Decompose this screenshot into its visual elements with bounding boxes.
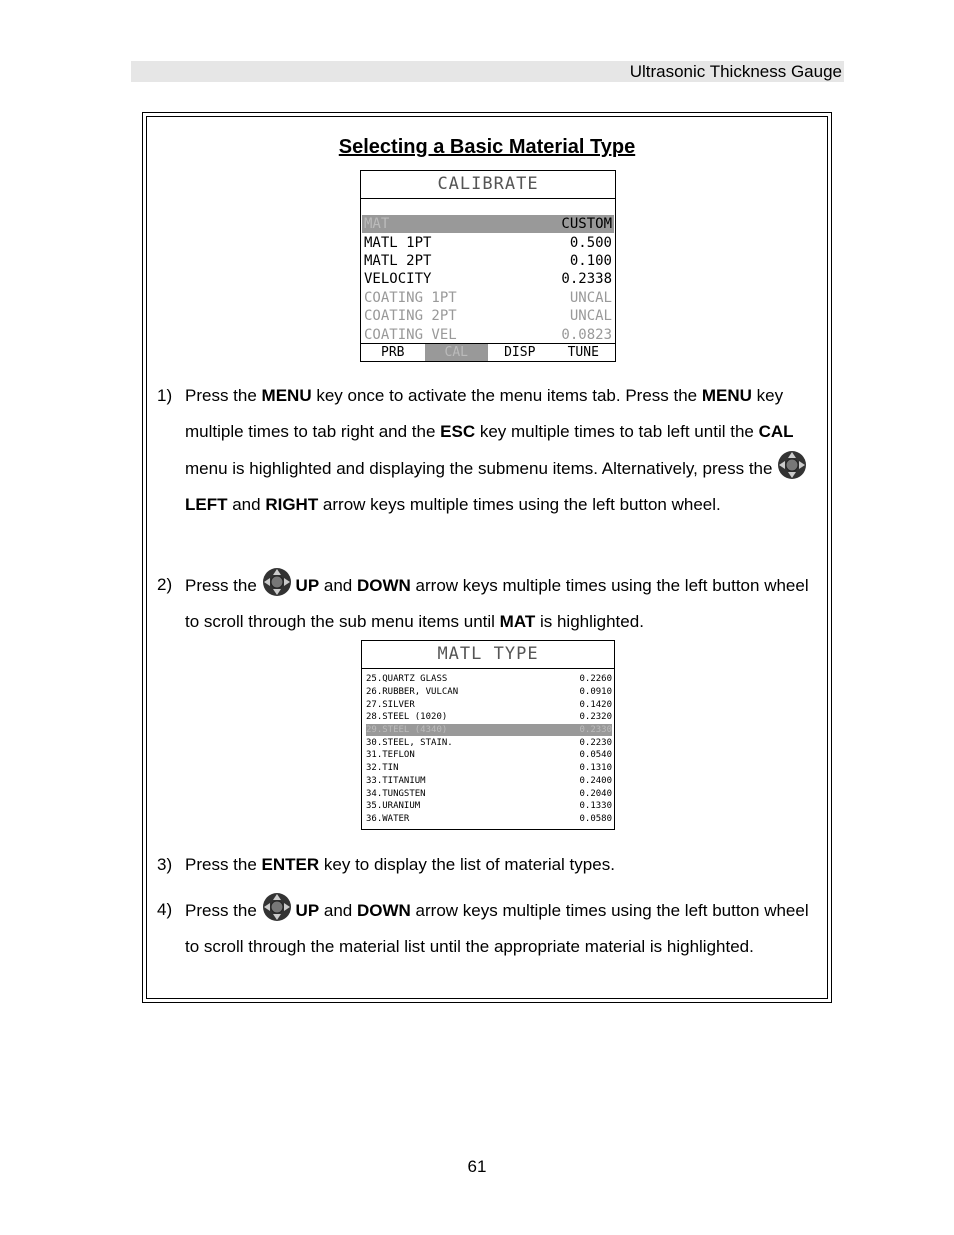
text: Press the — [185, 901, 262, 920]
cal-row-mat — [362, 215, 614, 233]
matl-name: 36.WATER — [366, 813, 410, 824]
tab-disp: DISP — [504, 345, 536, 360]
cal-row-coating-vel — [362, 325, 614, 343]
matl-name: 34.TUNGSTEN — [366, 788, 426, 799]
matl-row — [366, 787, 612, 800]
matl-name: 33.TITANIUM — [366, 775, 426, 786]
matl-name: 26.RUBBER, VULCAN — [366, 687, 459, 698]
matl-row — [366, 762, 612, 775]
cal-row-label: VELOCITY — [364, 271, 432, 288]
matl-velocity: 0.2230 — [579, 737, 612, 748]
cal-row-value: 0.500 — [569, 234, 612, 251]
text: arrow keys multiple times using the left button wheel to scroll through the sub menu items until — [185, 576, 809, 631]
key-right: RIGHT — [265, 495, 319, 514]
matl-row — [366, 736, 612, 749]
matl-type-screen — [361, 640, 615, 830]
text: key once to activate the menu items tab. Press the — [311, 386, 702, 405]
text: key to display the list of material types. — [319, 855, 615, 874]
page-number: 61 — [467, 1157, 487, 1176]
text: and — [319, 576, 357, 595]
step-3 — [157, 847, 822, 883]
matl-row — [366, 711, 612, 724]
matl-velocity: 0.2330 — [579, 725, 612, 736]
matl-row — [366, 813, 612, 826]
matl-row — [366, 775, 612, 788]
button-wheel-icon — [777, 450, 807, 480]
step-number: 2) — [157, 575, 173, 594]
matl-velocity: 0.2320 — [579, 712, 612, 723]
button-wheel-icon — [262, 567, 292, 597]
matl-name: 25.QUARTZ GLASS — [366, 674, 448, 685]
step-1 — [157, 378, 822, 558]
cal-row-label: COATING 1PT — [364, 289, 457, 306]
cal-row-value: UNCAL — [569, 289, 612, 306]
matl-row — [366, 749, 612, 762]
matl-name: 27.SILVER — [366, 699, 415, 710]
key-left: LEFT — [185, 495, 228, 514]
tab-tune: TUNE — [567, 345, 599, 360]
step-number: 4) — [157, 900, 173, 919]
matl-velocity: 0.2040 — [579, 788, 612, 799]
item-mat: MAT — [499, 612, 536, 631]
matl-velocity: 0.0580 — [579, 813, 612, 824]
cal-row-label: MAT — [364, 216, 390, 233]
cal-row-label: COATING 2PT — [364, 308, 457, 325]
matl-velocity: 0.0910 — [579, 687, 612, 698]
matl-type-title: MATL TYPE — [362, 641, 614, 669]
matl-velocity: 0.1330 — [579, 801, 612, 812]
matl-row — [366, 686, 612, 699]
matl-velocity: 0.1420 — [579, 699, 612, 710]
key-enter: ENTER — [261, 855, 320, 874]
key-down: DOWN — [356, 576, 411, 595]
step-2 — [157, 567, 822, 639]
key-up: UP — [295, 576, 320, 595]
cal-row-value: 0.2338 — [561, 271, 612, 288]
step-4 — [157, 892, 822, 1000]
matl-velocity: 0.0540 — [579, 750, 612, 761]
tab-prb: PRB — [381, 345, 405, 360]
text: Press the — [185, 855, 262, 874]
step-text — [185, 567, 822, 640]
key-up: UP — [295, 901, 320, 920]
text: is highlighted. — [535, 612, 644, 631]
tab-cal: CAL — [425, 344, 489, 361]
cal-row-matl-1pt — [362, 233, 614, 251]
step-number: 1) — [157, 386, 173, 405]
text: arrow keys multiple times using the left button wheel to scroll through the material list until the appropriate material is highlighted. — [185, 901, 809, 956]
text: arrow keys multiple times using the left button wheel. — [318, 495, 721, 514]
matl-type-list — [366, 673, 612, 825]
text: and — [319, 901, 357, 920]
step-text — [185, 847, 822, 883]
calibrate-rows — [362, 215, 614, 344]
cal-row-coating-1pt — [362, 289, 614, 307]
matl-velocity: 0.2400 — [579, 775, 612, 786]
cal-row-value: CUSTOM — [561, 216, 612, 233]
matl-name: 35.URANIUM — [366, 801, 421, 812]
cal-row-velocity — [362, 270, 614, 288]
calibrate-screen — [360, 170, 616, 362]
key-down: DOWN — [356, 901, 411, 920]
matl-velocity: 0.2260 — [579, 674, 612, 685]
calibrate-tabs — [361, 343, 615, 361]
header-title: Ultrasonic Thickness Gauge — [629, 62, 842, 81]
text: Press the — [185, 576, 262, 595]
matl-name: 31.TEFLON — [366, 750, 415, 761]
matl-row — [366, 673, 612, 686]
key-menu: MENU — [261, 386, 312, 405]
matl-row — [366, 698, 612, 711]
cal-row-label: COATING VEL — [364, 326, 457, 343]
cal-row-coating-2pt — [362, 307, 614, 325]
matl-name: 30.STEEL, STAIN. — [366, 737, 453, 748]
text: Press the — [185, 386, 262, 405]
menu-cal: CAL — [758, 422, 794, 441]
key-menu: MENU — [701, 386, 752, 405]
text: key multiple times to tab left until the — [475, 422, 759, 441]
matl-row-highlighted — [366, 724, 612, 737]
calibrate-title: CALIBRATE — [361, 171, 615, 199]
cal-row-value: 0.0823 — [561, 326, 612, 343]
text: and — [227, 495, 266, 514]
matl-row — [366, 800, 612, 813]
matl-name: 32.TIN — [366, 763, 399, 774]
cal-row-label: MATL 1PT — [364, 234, 432, 251]
cal-row-label: MATL 2PT — [364, 252, 432, 269]
page-header — [131, 61, 844, 82]
cal-row-matl-2pt — [362, 252, 614, 270]
step-text — [185, 892, 822, 965]
matl-name: 28.STEEL (1020) — [366, 712, 448, 723]
button-wheel-icon — [262, 892, 292, 922]
section-title: Selecting a Basic Material Type — [338, 136, 636, 158]
cal-row-value: 0.100 — [569, 252, 612, 269]
step-number: 3) — [157, 855, 173, 874]
text: menu is highlighted and displaying the submenu items. Alternatively, press the — [185, 459, 778, 478]
key-esc: ESC — [440, 422, 476, 441]
text: key multiple times to tab right and the — [185, 386, 784, 441]
matl-name: 29.STEEL (4340) — [366, 725, 448, 736]
cal-row-value: UNCAL — [569, 308, 612, 325]
matl-velocity: 0.1310 — [579, 763, 612, 774]
step-text — [185, 378, 822, 523]
